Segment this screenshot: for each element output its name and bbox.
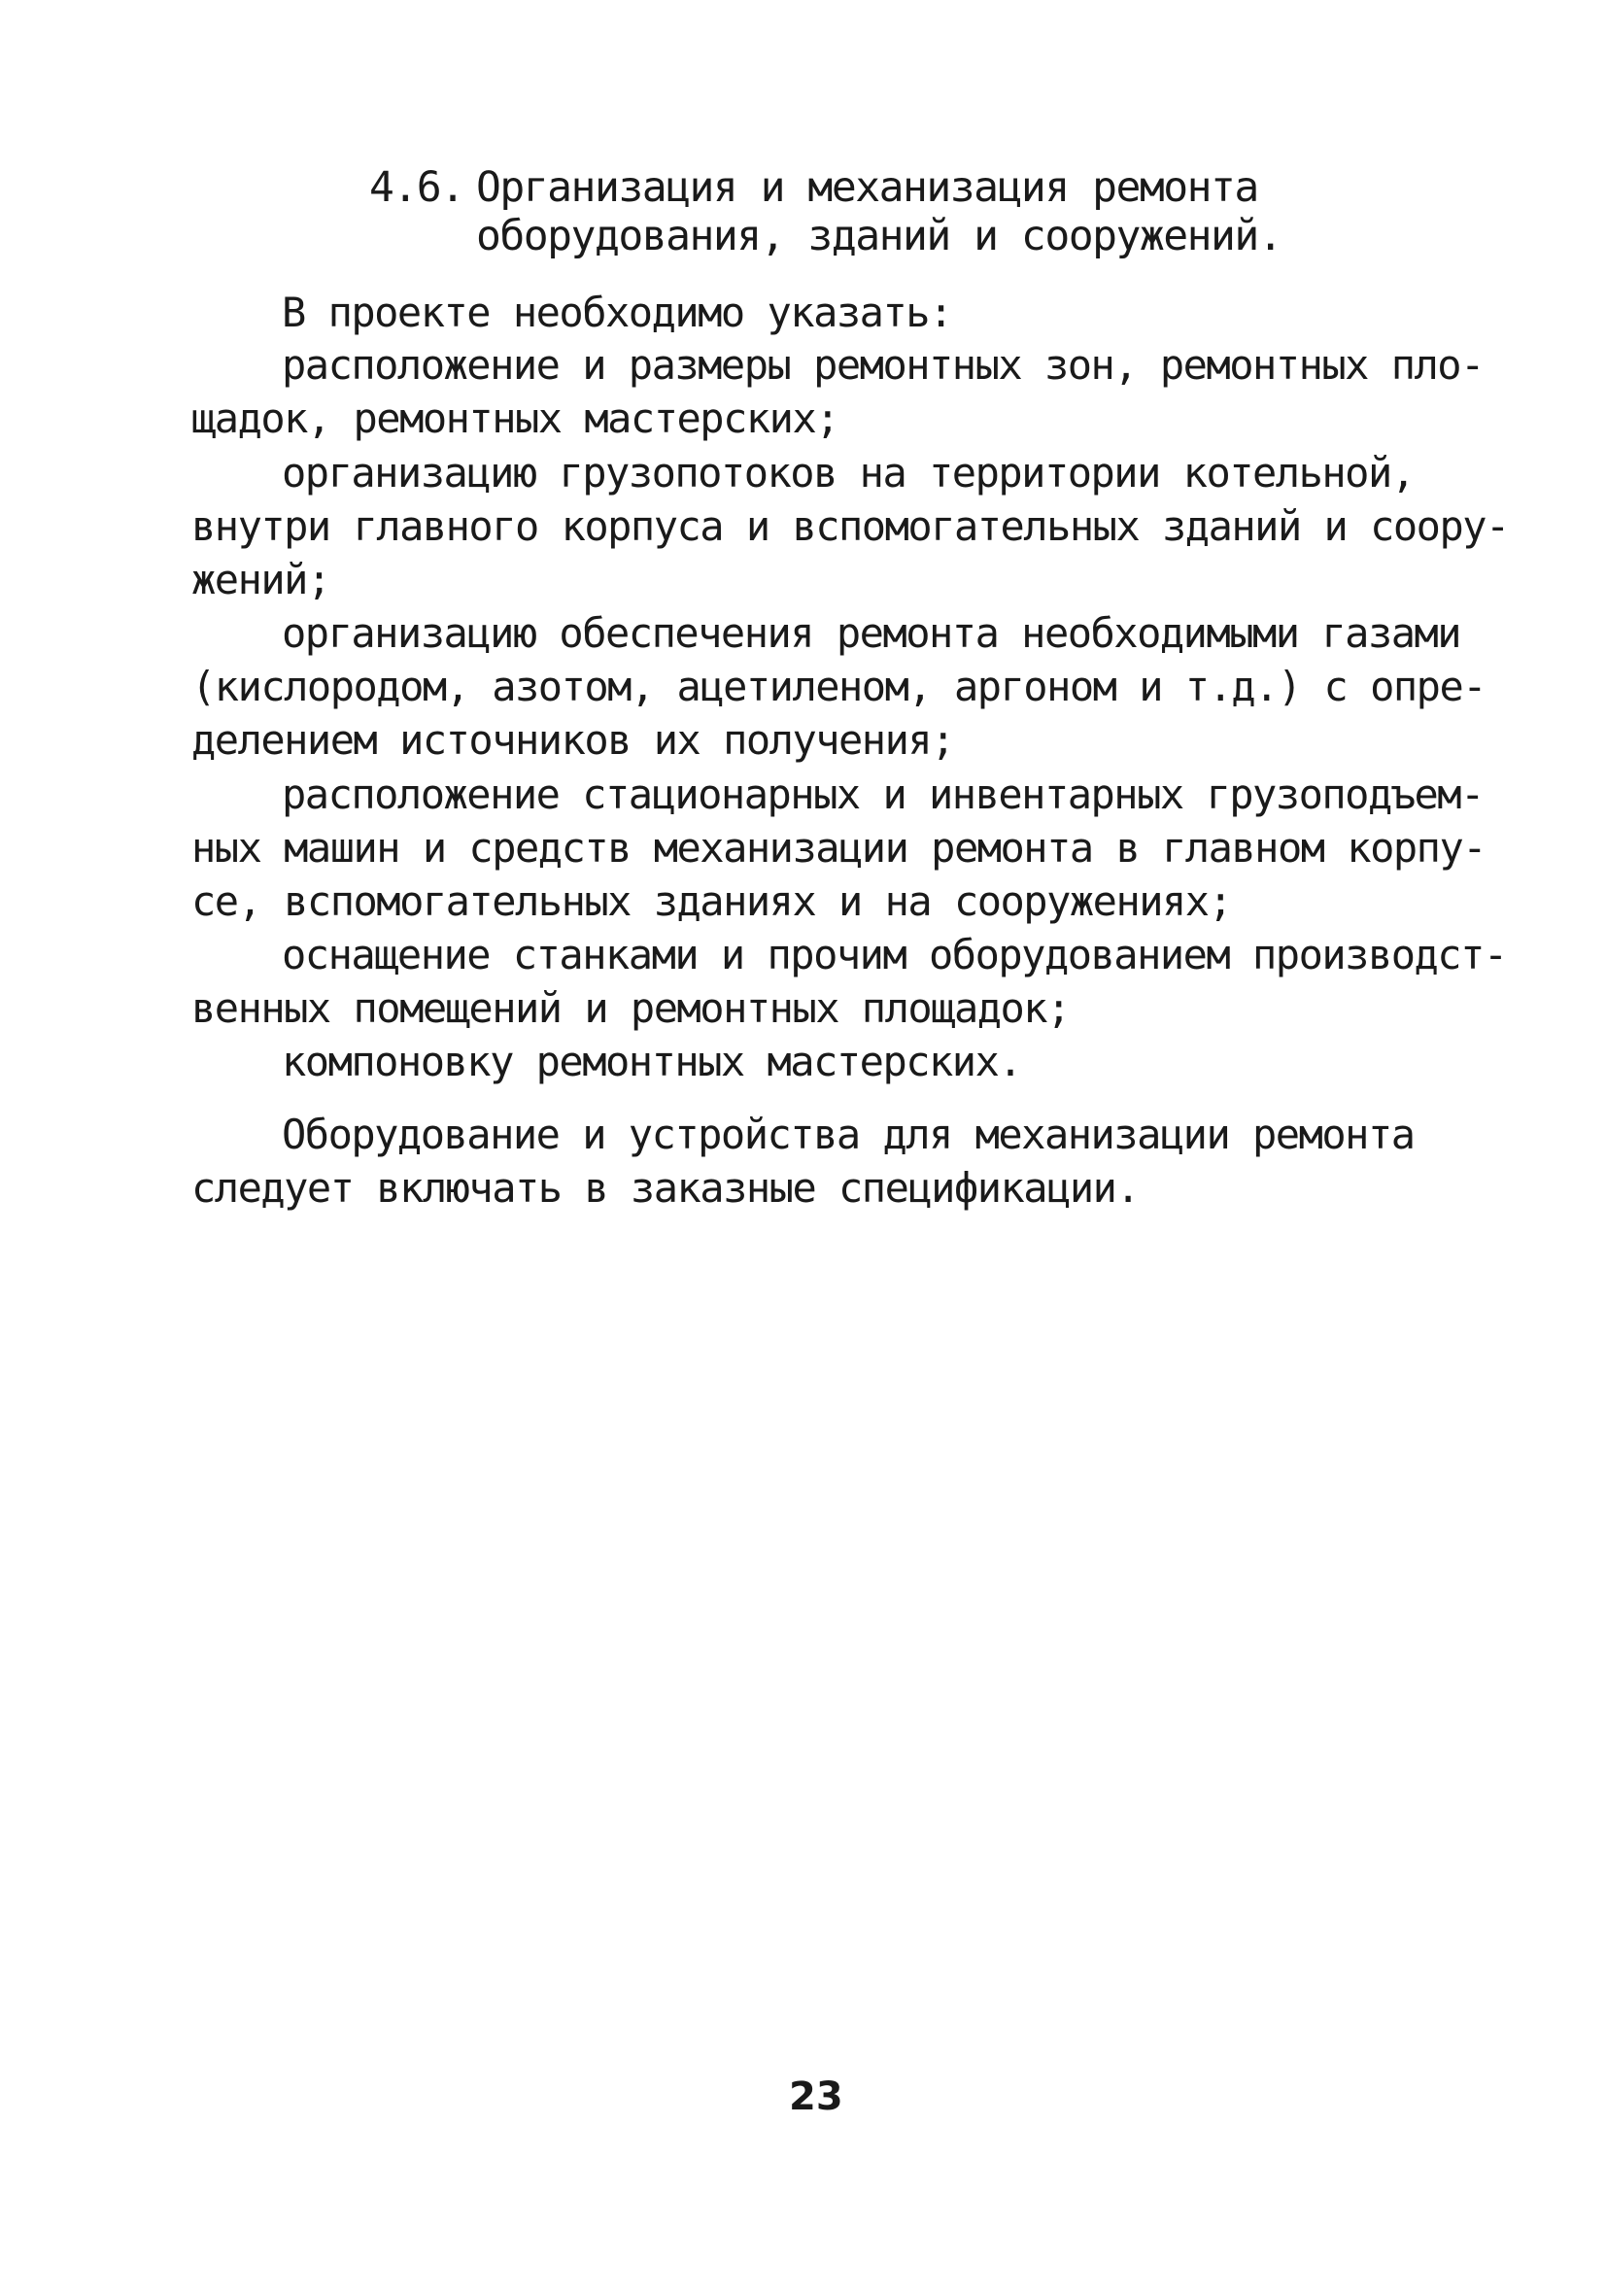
body-line: ных машин и средств механизации ремонта в главном корпу- — [191, 824, 1486, 872]
body-line: расположение и размеры ремонтных зон, ремонтных пло- — [282, 341, 1484, 389]
section-title-line-2: оборудования, зданий и сооружений. — [476, 212, 1282, 260]
body-line: жений; — [191, 556, 330, 603]
body-line: компоновку ремонтных мастерских. — [282, 1038, 1022, 1085]
body-line: се, вспомогательных зданиях и на сооружениях; — [191, 877, 1232, 925]
body-line: организацию обеспечения ремонта необходимыми газами — [282, 609, 1461, 657]
section-title-line-1: Организация и механизация ремонта — [476, 163, 1258, 212]
body-line: расположение стационарных и инвентарных грузоподъем- — [282, 771, 1484, 818]
body-line: (кислородом, азотом, ацетиленом, аргоном и т.д.) с опре- — [191, 663, 1486, 710]
body-line: внутри главного корпуса и вспомогательных зданий и соору- — [191, 502, 1509, 550]
body-line: оснащение станками и прочим оборудованием производст- — [282, 931, 1507, 978]
body-line: щадок, ремонтных мастерских; — [191, 394, 839, 442]
page-number: 23 — [789, 2074, 843, 2119]
body-line: организацию грузопотоков на территории котельной, — [282, 449, 1415, 497]
body-line: венных помещений и ремонтных площадок; — [191, 984, 1070, 1032]
closing-line: следует включать в заказные спецификации. — [191, 1164, 1140, 1212]
closing-line: Оборудование и устройства для механизации ремонта — [282, 1111, 1415, 1158]
section-number: 4.6. — [369, 163, 464, 212]
intro-text: В проекте необходимо указать: — [282, 289, 952, 336]
body-line: делением источников их получения; — [191, 716, 954, 764]
